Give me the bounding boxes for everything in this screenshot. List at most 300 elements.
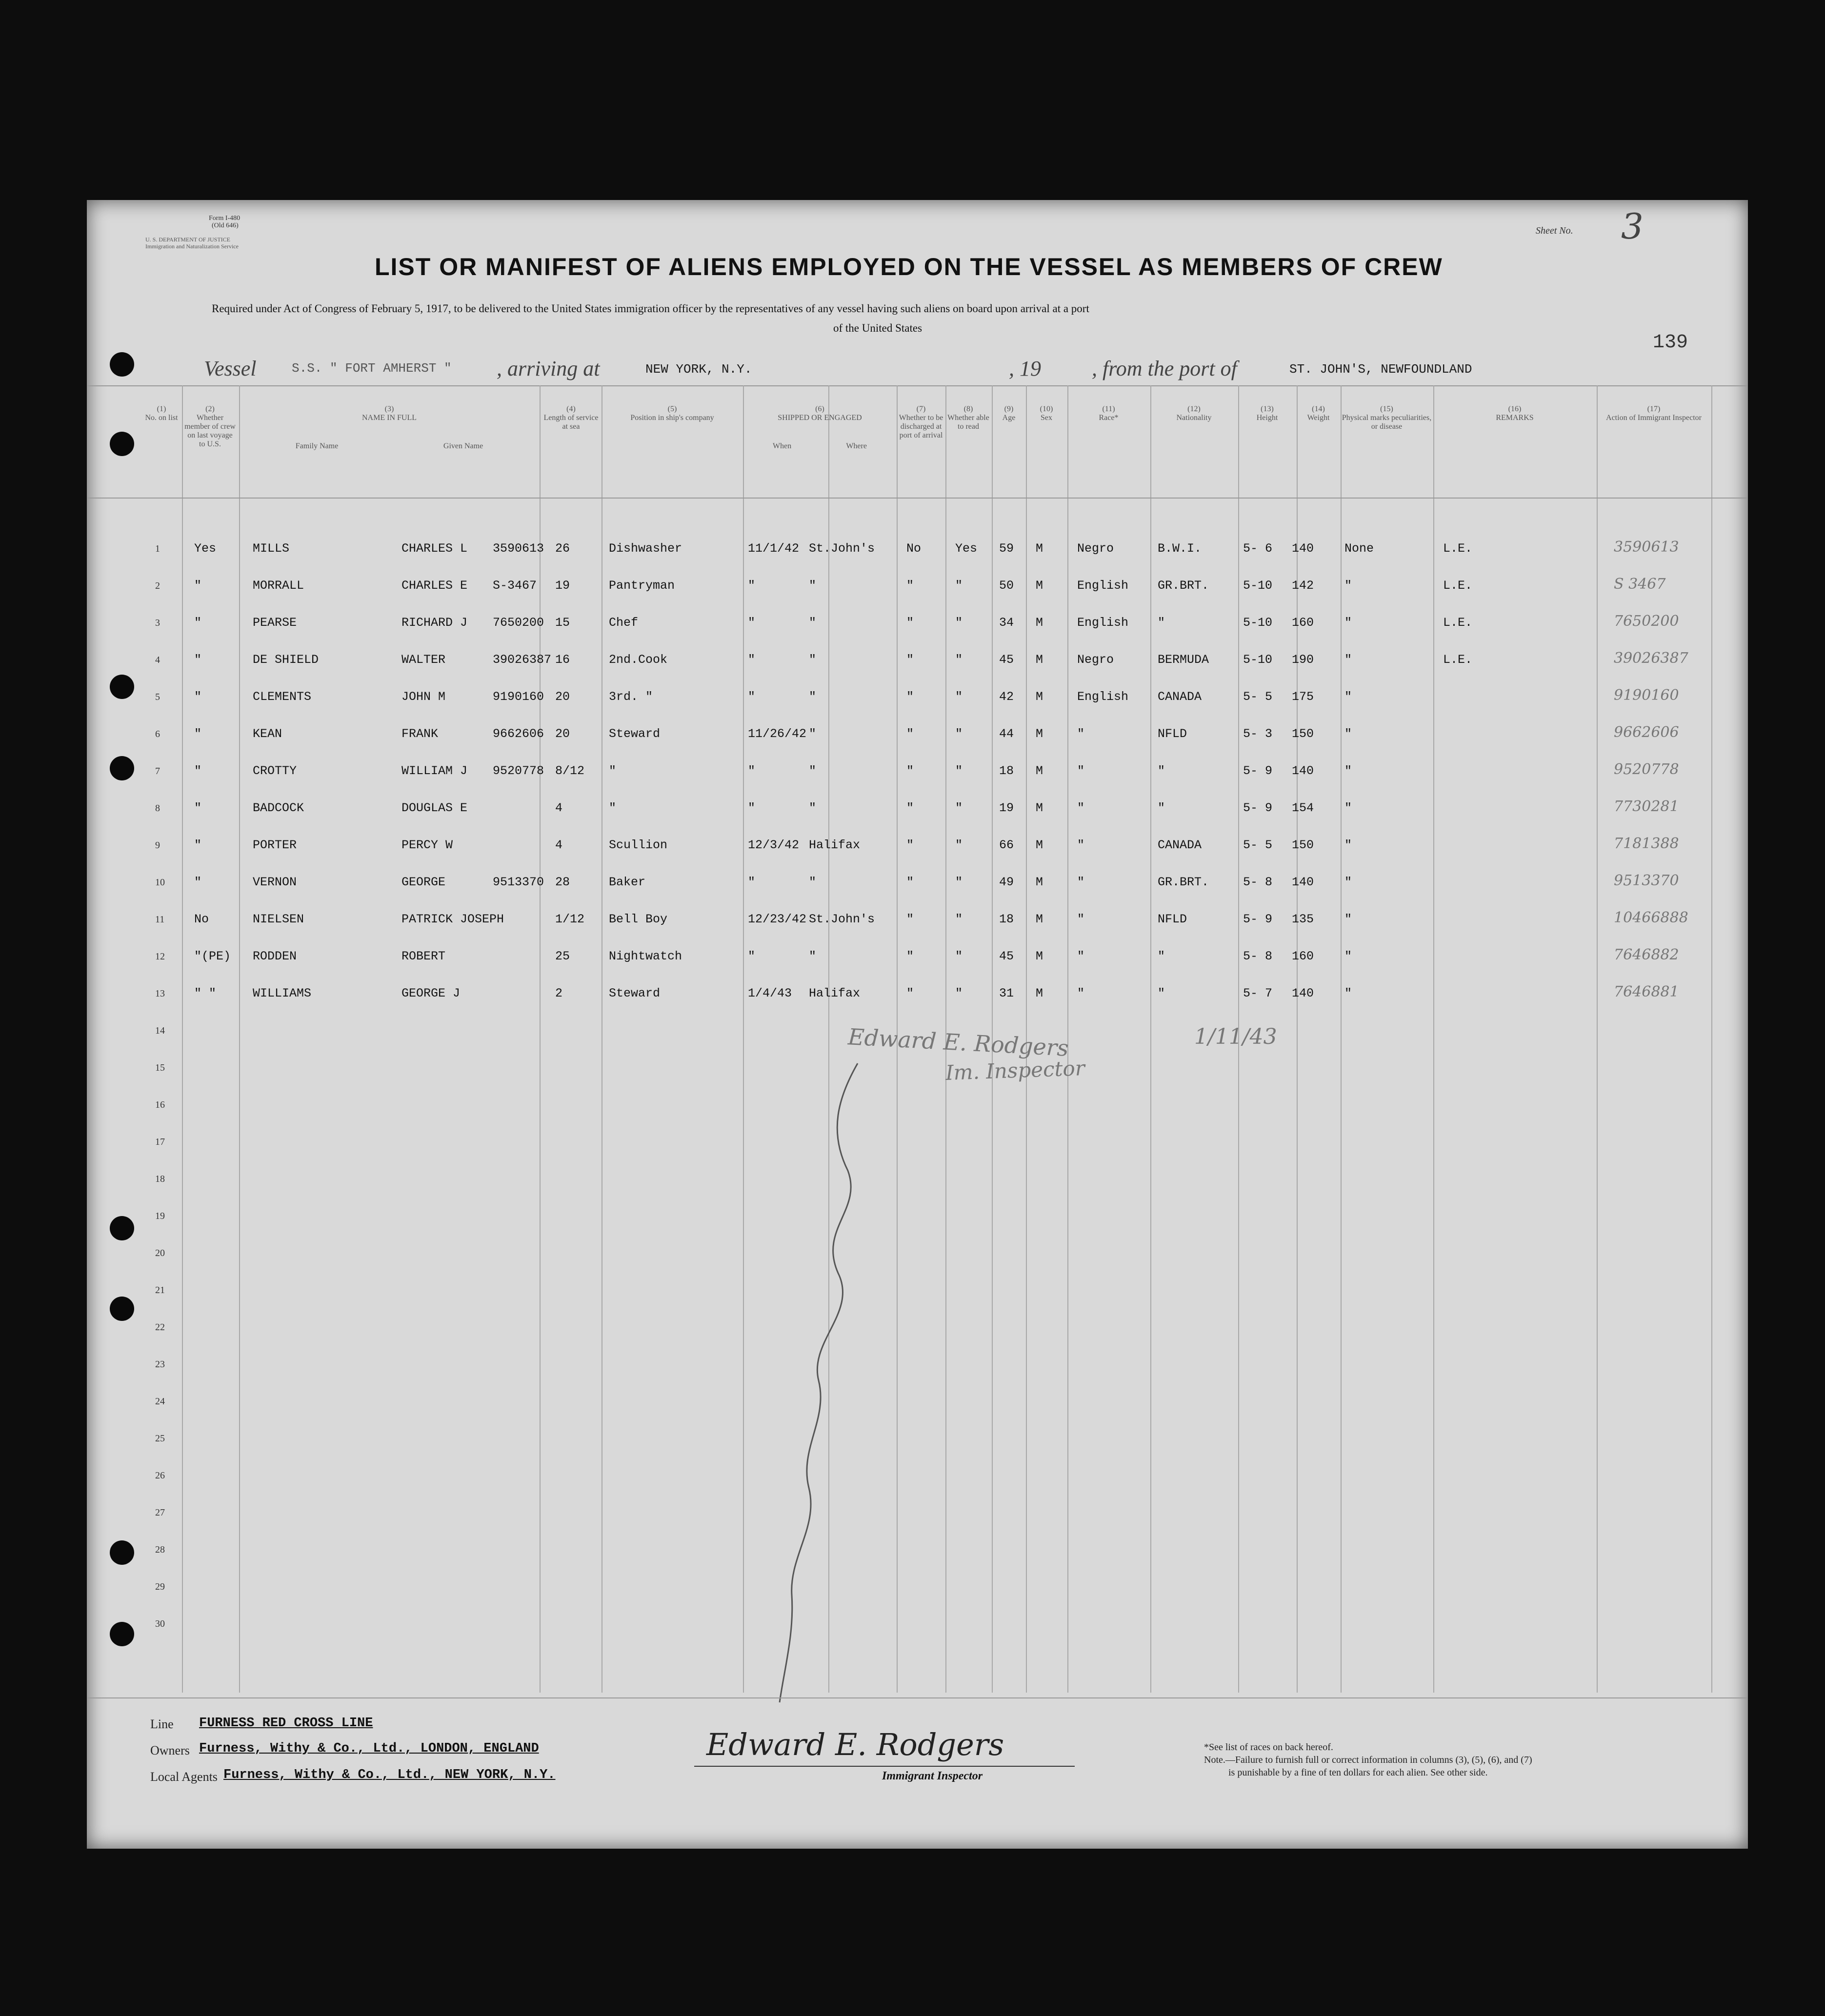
cell-length: 2 [555, 986, 563, 1000]
row-number: 4 [155, 655, 160, 665]
cell-weight: 140 [1292, 986, 1314, 1000]
cell-when: " [748, 579, 756, 593]
grid-line [239, 385, 240, 1693]
cell-action: 7646881 [1614, 983, 1679, 1000]
cell-height: 5- 9 [1243, 801, 1273, 815]
row-number: 25 [155, 1433, 165, 1444]
cell-member: " [194, 690, 202, 704]
cell-weight: 140 [1292, 764, 1314, 778]
grid-line [1433, 385, 1434, 1693]
cell-when: 12/23/42 [748, 912, 807, 926]
cell-position: Dishwasher [609, 541, 682, 556]
cell-marks: " [1344, 653, 1352, 667]
cell-nationality: B.W.I. [1158, 541, 1202, 556]
col-header-sex: (10) Sex [1040, 405, 1053, 422]
from-port: ST. JOHN'S, NEWFOUNDLAND [1289, 362, 1472, 377]
cell-read: Yes [955, 541, 978, 556]
cell-remarks: L.E. [1443, 541, 1473, 556]
cell-sex: M [1036, 653, 1043, 667]
cell-length: 16 [555, 653, 570, 667]
cell-age: 18 [999, 912, 1014, 926]
cell-weight: 160 [1292, 616, 1314, 630]
cell-action: 10466888 [1614, 909, 1688, 926]
cell-race: " [1077, 764, 1085, 778]
cell-length: 26 [555, 541, 570, 556]
cell-marks: " [1344, 727, 1352, 741]
punch-hole [110, 432, 134, 456]
cell-given: PATRICK JOSEPH [401, 912, 504, 926]
row-number: 28 [155, 1544, 165, 1555]
cell-action: 9662606 [1614, 724, 1679, 741]
cell-position: Steward [609, 986, 661, 1000]
cell-height: 5-10 [1243, 616, 1273, 630]
cell-sex: M [1036, 541, 1043, 556]
cell-given: GEORGE [401, 875, 446, 889]
cell-where: " [809, 949, 817, 963]
cell-weight: 150 [1292, 727, 1314, 741]
row-number: 5 [155, 692, 160, 702]
cell-age: 34 [999, 616, 1014, 630]
cell-id: S-3467 [493, 579, 537, 593]
agents-label: Local Agents [150, 1770, 218, 1784]
col-header-length: (4) Length of service at sea [543, 405, 599, 431]
cell-length: 20 [555, 727, 570, 741]
cell-age: 66 [999, 838, 1014, 852]
col-header-no: (1) No. on list [145, 405, 178, 422]
row-number: 6 [155, 729, 160, 739]
col-header-race: (11) Race* [1099, 405, 1119, 422]
cell-age: 49 [999, 875, 1014, 889]
cell-given: CHARLES E [401, 579, 468, 593]
cell-height: 5-10 [1243, 653, 1273, 667]
cell-action: S 3467 [1614, 576, 1666, 593]
punch-hole [110, 1216, 134, 1240]
row-number: 13 [155, 988, 165, 999]
cell-when: " [748, 949, 756, 963]
col-header-age: (9) Age [1002, 405, 1016, 422]
line-label: Line [150, 1717, 174, 1731]
cell-read: " [955, 912, 963, 926]
cell-discharge: " [906, 653, 914, 667]
cell-where: " [809, 764, 817, 778]
cell-action: 7730281 [1614, 798, 1679, 815]
cell-where: Halifax [809, 838, 861, 852]
cell-when: " [748, 875, 756, 889]
cell-position: 2nd.Cook [609, 653, 668, 667]
cell-action: 9513370 [1614, 872, 1679, 889]
cell-height: 5- 6 [1243, 541, 1273, 556]
cell-height: 5- 8 [1243, 949, 1273, 963]
header-rule [87, 385, 1748, 386]
row-number: 18 [155, 1174, 165, 1184]
cell-given: WILLIAM J [401, 764, 468, 778]
cell-discharge: No [906, 541, 922, 556]
cell-when: " [748, 616, 756, 630]
cell-sex: M [1036, 727, 1043, 741]
row-number: 20 [155, 1248, 165, 1258]
cell-marks: " [1344, 949, 1352, 963]
agents-value: Furness, Withy & Co., Ltd., NEW YORK, N.Y. [223, 1768, 556, 1782]
cell-nationality: GR.BRT. [1158, 579, 1209, 593]
cell-family: PEARSE [253, 616, 297, 630]
cell-nationality: NFLD [1158, 912, 1187, 926]
cell-given: GEORGE J [401, 986, 461, 1000]
cell-when: " [748, 690, 756, 704]
cell-action: 7646882 [1614, 946, 1679, 963]
department-header: U. S. DEPARTMENT OF JUSTICE Immigration and Naturalization Service [145, 236, 239, 250]
cell-when: 11/1/42 [748, 541, 800, 556]
cell-age: 31 [999, 986, 1014, 1000]
row-number: 12 [155, 951, 165, 962]
cell-marks: " [1344, 986, 1352, 1000]
cell-member: Yes [194, 541, 217, 556]
punch-hole [110, 1297, 134, 1321]
row-number: 26 [155, 1470, 165, 1481]
cell-read: " [955, 949, 963, 963]
punch-hole [110, 675, 134, 699]
cell-race: " [1077, 875, 1085, 889]
cell-sex: M [1036, 764, 1043, 778]
cell-member: " [194, 616, 202, 630]
cell-race: " [1077, 801, 1085, 815]
cell-race: " [1077, 949, 1085, 963]
cell-member: " [194, 653, 202, 667]
cell-weight: 135 [1292, 912, 1314, 926]
cell-nationality: CANADA [1158, 690, 1202, 704]
cell-when: " [748, 653, 756, 667]
row-number: 1 [155, 543, 160, 554]
cell-position: " [609, 801, 617, 815]
cell-id: 7650200 [493, 616, 544, 630]
cell-where: " [809, 653, 817, 667]
cell-action: 9520778 [1614, 761, 1679, 778]
signature-rule [694, 1766, 1075, 1767]
cell-height: 5- 5 [1243, 690, 1273, 704]
cell-length: 19 [555, 579, 570, 593]
form-number: Form I-480 (Old 646) [209, 215, 241, 229]
cell-action: 7650200 [1614, 613, 1679, 630]
cell-weight: 140 [1292, 541, 1314, 556]
cell-member: " [194, 579, 202, 593]
arriving-port: NEW YORK, N.Y. [645, 362, 752, 377]
cell-family: NIELSEN [253, 912, 304, 926]
cell-discharge: " [906, 986, 914, 1000]
grid-line [1341, 385, 1342, 1693]
cell-position: Chef [609, 616, 639, 630]
cell-family: MORRALL [253, 579, 304, 593]
cell-discharge: " [906, 579, 914, 593]
inspector-signature: Edward E. Rodgers [706, 1727, 1004, 1762]
inspector-note-date: 1/11/43 [1194, 1024, 1277, 1049]
cell-marks: " [1344, 764, 1352, 778]
cell-weight: 160 [1292, 949, 1314, 963]
cell-length: 25 [555, 949, 570, 963]
cell-sex: M [1036, 616, 1043, 630]
cell-discharge: " [906, 616, 914, 630]
cell-family: KEAN [253, 727, 282, 741]
cell-nationality: BERMUDA [1158, 653, 1209, 667]
manifest-sheet [87, 200, 1748, 1849]
cell-race: " [1077, 838, 1085, 852]
footer-rule [87, 1697, 1748, 1698]
col-header-height: (13) Height [1256, 405, 1278, 422]
row-number: 14 [155, 1025, 165, 1036]
cell-sex: M [1036, 986, 1043, 1000]
cell-family: WILLIAMS [253, 986, 312, 1000]
footnote-races: *See list of races on back hereof. [1204, 1742, 1333, 1753]
cell-length: 4 [555, 838, 563, 852]
cell-when: 11/26/42 [748, 727, 807, 741]
cell-when: 1/4/43 [748, 986, 792, 1000]
col-header-discharge: (7) Whether to be discharged at port of arrival [899, 405, 943, 439]
cell-weight: 175 [1292, 690, 1314, 704]
cell-where: " [809, 801, 817, 815]
cell-where: " [809, 727, 817, 741]
cell-age: 45 [999, 653, 1014, 667]
cell-age: 45 [999, 949, 1014, 963]
cell-id: 39026387 [493, 653, 552, 667]
col-header-member: (2) Whether member of crew on last voyage to U.S. [184, 405, 236, 448]
row-number: 23 [155, 1359, 165, 1370]
cell-race: English [1077, 616, 1129, 630]
sheet-number: 3 [1621, 206, 1644, 247]
cell-race: English [1077, 579, 1129, 593]
cell-sex: M [1036, 875, 1043, 889]
row-number: 8 [155, 803, 160, 814]
cell-when: " [748, 764, 756, 778]
row-number: 21 [155, 1285, 165, 1296]
cell-age: 19 [999, 801, 1014, 815]
cell-height: 5- 7 [1243, 986, 1273, 1000]
cell-read: " [955, 986, 963, 1000]
row-number: 2 [155, 580, 160, 591]
from-port-label: , from the port of [1092, 357, 1237, 380]
cell-remarks: L.E. [1443, 616, 1473, 630]
cell-nationality: " [1158, 801, 1165, 815]
cell-where: St.John's [809, 912, 875, 926]
cell-race: English [1077, 690, 1129, 704]
cell-marks: " [1344, 875, 1352, 889]
cell-length: 4 [555, 801, 563, 815]
cell-discharge: " [906, 690, 914, 704]
cell-where: " [809, 875, 817, 889]
cell-discharge: " [906, 838, 914, 852]
cell-height: 5- 5 [1243, 838, 1273, 852]
cell-length: 1/12 [555, 912, 585, 926]
cell-action: 39026387 [1614, 650, 1688, 667]
cell-nationality: " [1158, 764, 1165, 778]
cell-height: 5- 3 [1243, 727, 1273, 741]
cell-sex: M [1036, 949, 1043, 963]
cell-member: " [194, 727, 202, 741]
cell-position: Pantryman [609, 579, 675, 593]
grid-line [1150, 385, 1151, 1693]
row-number: 15 [155, 1062, 165, 1073]
col-header-remarks: (16) REMARKS [1496, 405, 1534, 422]
cell-sex: M [1036, 579, 1043, 593]
cell-discharge: " [906, 949, 914, 963]
cell-marks: " [1344, 690, 1352, 704]
cell-height: 5- 8 [1243, 875, 1273, 889]
footnote-penalty-1: Note.—Failure to furnish full or correct information in columns (3), (5), (6), and (7) [1204, 1755, 1532, 1765]
cell-read: " [955, 690, 963, 704]
cell-discharge: " [906, 764, 914, 778]
inspector-note-name: Edward E. Rodgers [847, 1023, 1069, 1061]
cell-position: " [609, 764, 617, 778]
cell-length: 20 [555, 690, 570, 704]
cell-weight: 142 [1292, 579, 1314, 593]
cell-weight: 140 [1292, 875, 1314, 889]
cell-race: " [1077, 986, 1085, 1000]
cell-given: ROBERT [401, 949, 446, 963]
cell-read: " [955, 801, 963, 815]
cell-discharge: " [906, 875, 914, 889]
subtitle-line1: Required under Act of Congress of February 5, 1917, to be delivered to the United States immigration officer by the representatives of any vessel having such aliens on board upon arrival at a port [212, 302, 1089, 315]
year-label: , 19 [1009, 357, 1041, 380]
row-number: 29 [155, 1581, 165, 1592]
vessel-label: Vessel [204, 357, 257, 380]
cell-action: 7181388 [1614, 835, 1679, 852]
cell-member: " [194, 801, 202, 815]
row-number: 22 [155, 1322, 165, 1333]
pen-stroke [745, 1058, 872, 1707]
cell-member: " " [194, 986, 217, 1000]
cell-given: JOHN M [401, 690, 446, 704]
grid-line [540, 385, 541, 1693]
punch-hole [110, 756, 134, 780]
cell-when: 12/3/42 [748, 838, 800, 852]
owners-value: Furness, Withy & Co., Ltd., LONDON, ENGLAND [199, 1741, 539, 1756]
cell-id: 9662606 [493, 727, 544, 741]
cell-read: " [955, 653, 963, 667]
cell-member: " [194, 764, 202, 778]
line-value: FURNESS RED CROSS LINE [199, 1716, 373, 1731]
cell-remarks: L.E. [1443, 653, 1473, 667]
cell-marks: " [1344, 838, 1352, 852]
cell-family: RODDEN [253, 949, 297, 963]
row-number: 3 [155, 618, 160, 628]
cell-length: 15 [555, 616, 570, 630]
cell-age: 59 [999, 541, 1014, 556]
cell-family: VERNON [253, 875, 297, 889]
row-number: 16 [155, 1099, 165, 1110]
footnote-penalty-2: is punishable by a fine of ten dollars for each alien. See other side. [1228, 1767, 1488, 1778]
cell-nationality: " [1158, 616, 1165, 630]
cell-position: Baker [609, 875, 646, 889]
cell-age: 44 [999, 727, 1014, 741]
cell-id: 3590613 [493, 541, 544, 556]
row-number: 30 [155, 1618, 165, 1629]
row-number: 19 [155, 1211, 165, 1221]
punch-hole [110, 1622, 134, 1646]
cell-race: Negro [1077, 541, 1114, 556]
cell-position: Scullion [609, 838, 668, 852]
cell-marks: " [1344, 579, 1352, 593]
cell-position: Steward [609, 727, 661, 741]
cell-read: " [955, 616, 963, 630]
col-header-position: (5) Position in ship's company [630, 405, 714, 422]
cell-given: CHARLES L [401, 541, 468, 556]
header-bottom-rule [87, 498, 1748, 499]
cell-when: " [748, 801, 756, 815]
cell-sex: M [1036, 838, 1043, 852]
cell-nationality: GR.BRT. [1158, 875, 1209, 889]
cell-where: St.John's [809, 541, 875, 556]
cell-member: No [194, 912, 209, 926]
cell-given: PERCY W [401, 838, 453, 852]
grid-line [743, 385, 744, 1693]
cell-action: 9190160 [1614, 687, 1679, 704]
cell-family: PORTER [253, 838, 297, 852]
cell-read: " [955, 764, 963, 778]
cell-marks: None [1344, 541, 1374, 556]
cell-marks: " [1344, 801, 1352, 815]
cell-member: " [194, 838, 202, 852]
cell-member: " [194, 875, 202, 889]
row-number: 17 [155, 1137, 165, 1147]
cell-family: CROTTY [253, 764, 297, 778]
cell-weight: 190 [1292, 653, 1314, 667]
cell-race: " [1077, 912, 1085, 926]
row-number: 9 [155, 840, 160, 851]
col-header-weight: (14) Weight [1307, 405, 1330, 422]
cell-sex: M [1036, 690, 1043, 704]
cell-discharge: " [906, 801, 914, 815]
cell-read: " [955, 579, 963, 593]
cell-family: BADCOCK [253, 801, 304, 815]
inspector-label: Immigrant Inspector [882, 1770, 983, 1782]
cell-position: 3rd. " [609, 690, 653, 704]
row-number: 11 [155, 914, 165, 925]
cell-age: 18 [999, 764, 1014, 778]
col-header-shipped: (6) SHIPPED OR ENGAGED When Where [773, 405, 867, 450]
cell-family: CLEMENTS [253, 690, 312, 704]
cell-height: 5-10 [1243, 579, 1273, 593]
cell-id: 9513370 [493, 875, 544, 889]
cell-length: 8/12 [555, 764, 585, 778]
cell-marks: " [1344, 912, 1352, 926]
col-header-nationality: (12) Nationality [1176, 405, 1212, 422]
cell-read: " [955, 838, 963, 852]
col-header-read: (8) Whether able to read [947, 405, 989, 431]
cell-nationality: NFLD [1158, 727, 1187, 741]
cell-given: RICHARD J [401, 616, 468, 630]
cell-given: DOUGLAS E [401, 801, 468, 815]
arriving-label: , arriving at [497, 357, 600, 380]
cell-nationality: CANADA [1158, 838, 1202, 852]
row-number: 27 [155, 1507, 165, 1518]
page-title: LIST OR MANIFEST OF ALIENS EMPLOYED ON THE VESSEL AS MEMBERS OF CREW [375, 253, 1443, 280]
cell-family: MILLS [253, 541, 290, 556]
cell-age: 42 [999, 690, 1014, 704]
cell-member: "(PE) [194, 949, 231, 963]
vessel-name: S.S. " FORT AMHERST " [292, 361, 452, 376]
cell-where: " [809, 616, 817, 630]
cell-nationality: " [1158, 949, 1165, 963]
inspector-note-title: Im. Inspector [945, 1056, 1085, 1085]
cell-given: FRANK [401, 727, 439, 741]
grid-line [182, 385, 183, 1693]
col-header-name: (3) NAME IN FULL Family Name Given Name [295, 405, 483, 450]
cell-height: 5- 9 [1243, 912, 1273, 926]
punch-hole [110, 1540, 134, 1565]
col-header-action: (17) Action of Immigrant Inspector [1606, 405, 1702, 422]
cell-position: Bell Boy [609, 912, 668, 926]
sheet-label: Sheet No. [1536, 225, 1573, 236]
row-number: 7 [155, 766, 160, 777]
subtitle-line2: of the United States [833, 322, 923, 334]
cell-remarks: L.E. [1443, 579, 1473, 593]
